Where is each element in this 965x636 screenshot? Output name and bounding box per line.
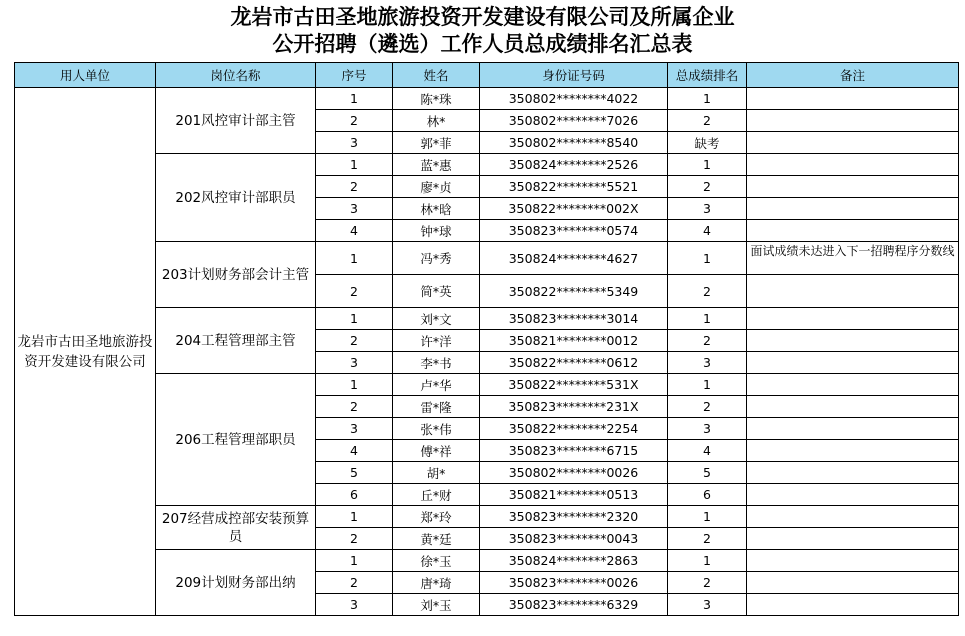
remark-cell <box>747 132 959 154</box>
page-title <box>0 0 965 62</box>
name-cell: 廖*贞 <box>393 176 480 198</box>
name-cell: 冯*秀 <box>393 242 480 275</box>
id-cell: 350802********4022 <box>480 88 668 110</box>
name-cell: 蓝*惠 <box>393 154 480 176</box>
rank-cell: 4 <box>668 220 747 242</box>
remark-cell <box>747 275 959 308</box>
rank-cell: 2 <box>668 528 747 550</box>
id-cell: 350802********7026 <box>480 110 668 132</box>
id-cell: 350822********531X <box>480 374 668 396</box>
name-cell: 许*洋 <box>393 330 480 352</box>
remark-cell <box>747 550 959 572</box>
results-table <box>14 62 959 616</box>
remark-cell <box>747 528 959 550</box>
position-cell: 201风控审计部主管 <box>156 88 316 154</box>
id-cell: 350824********2863 <box>480 550 668 572</box>
name-cell: 钟*球 <box>393 220 480 242</box>
seq-cell: 4 <box>316 440 393 462</box>
rank-cell: 3 <box>668 418 747 440</box>
rank-cell: 6 <box>668 484 747 506</box>
seq-cell: 4 <box>316 220 393 242</box>
seq-cell: 1 <box>316 154 393 176</box>
title-line-1: 龙岩市古田圣地旅游投资开发建设有限公司及所属企业 <box>230 5 735 29</box>
seq-cell: 3 <box>316 352 393 374</box>
remark-cell <box>747 484 959 506</box>
remark-cell <box>747 572 959 594</box>
name-cell: 李*书 <box>393 352 480 374</box>
table-row <box>15 242 959 275</box>
rank-cell: 2 <box>668 275 747 308</box>
header-rank: 总成绩排名 <box>668 63 747 88</box>
rank-cell: 1 <box>668 242 747 275</box>
remark-cell <box>747 308 959 330</box>
id-cell: 350821********0012 <box>480 330 668 352</box>
name-cell: 雷*隆 <box>393 396 480 418</box>
seq-cell: 2 <box>316 110 393 132</box>
rank-cell: 3 <box>668 352 747 374</box>
remark-cell <box>747 352 959 374</box>
remark-cell <box>747 396 959 418</box>
name-cell: 林* <box>393 110 480 132</box>
name-cell: 张*伟 <box>393 418 480 440</box>
id-cell: 350822********5349 <box>480 275 668 308</box>
name-cell: 唐*琦 <box>393 572 480 594</box>
seq-cell: 1 <box>316 88 393 110</box>
seq-cell: 1 <box>316 550 393 572</box>
header-id: 身份证号码 <box>480 63 668 88</box>
rank-cell: 缺考 <box>668 132 747 154</box>
header-name: 姓名 <box>393 63 480 88</box>
id-cell: 350823********0574 <box>480 220 668 242</box>
id-cell: 350823********0043 <box>480 528 668 550</box>
remark-cell <box>747 88 959 110</box>
seq-cell: 2 <box>316 528 393 550</box>
rank-cell: 2 <box>668 572 747 594</box>
table-row <box>15 88 959 110</box>
rank-cell: 3 <box>668 594 747 616</box>
name-cell: 陈*珠 <box>393 88 480 110</box>
seq-cell: 2 <box>316 572 393 594</box>
seq-cell: 1 <box>316 242 393 275</box>
name-cell: 刘*玉 <box>393 594 480 616</box>
rank-cell: 1 <box>668 88 747 110</box>
name-cell: 丘*财 <box>393 484 480 506</box>
seq-cell: 5 <box>316 462 393 484</box>
name-cell: 胡* <box>393 462 480 484</box>
id-cell: 350822********2254 <box>480 418 668 440</box>
header-position: 岗位名称 <box>156 63 316 88</box>
table-body <box>15 88 959 616</box>
table-row <box>15 308 959 330</box>
name-cell: 卢*华 <box>393 374 480 396</box>
table-header-row <box>15 63 959 88</box>
rank-cell: 2 <box>668 176 747 198</box>
remark-cell <box>747 418 959 440</box>
table-row <box>15 154 959 176</box>
name-cell: 郑*玲 <box>393 506 480 528</box>
header-unit: 用人单位 <box>15 63 156 88</box>
rank-cell: 3 <box>668 198 747 220</box>
id-cell: 350822********0612 <box>480 352 668 374</box>
header-remark: 备注 <box>747 63 959 88</box>
seq-cell: 3 <box>316 594 393 616</box>
id-cell: 350823********6715 <box>480 440 668 462</box>
rank-cell: 1 <box>668 506 747 528</box>
seq-cell: 2 <box>316 396 393 418</box>
id-cell: 350802********0026 <box>480 462 668 484</box>
remark-cell <box>747 462 959 484</box>
remark-cell <box>747 154 959 176</box>
id-cell: 350823********2320 <box>480 506 668 528</box>
name-cell: 林*晗 <box>393 198 480 220</box>
position-cell: 209计划财务部出纳 <box>156 550 316 616</box>
table-row <box>15 550 959 572</box>
rank-cell: 1 <box>668 374 747 396</box>
remark-cell <box>747 330 959 352</box>
position-cell: 206工程管理部职员 <box>156 374 316 506</box>
rank-cell: 1 <box>668 308 747 330</box>
position-cell: 207经营成控部安装预算员 <box>156 506 316 550</box>
id-cell: 350823********0026 <box>480 572 668 594</box>
name-cell: 黄*廷 <box>393 528 480 550</box>
remark-cell <box>747 594 959 616</box>
seq-cell: 1 <box>316 374 393 396</box>
title-line-2: 公开招聘（遴选）工作人员总成绩排名汇总表 <box>272 32 693 56</box>
name-cell: 简*英 <box>393 275 480 308</box>
position-cell: 204工程管理部主管 <box>156 308 316 374</box>
rank-cell: 1 <box>668 550 747 572</box>
unit-cell: 龙岩市古田圣地旅游投资开发建设有限公司 <box>15 88 156 616</box>
header-seq: 序号 <box>316 63 393 88</box>
remark-cell: 面试成绩未达进入下一招聘程序分数线 <box>747 242 959 275</box>
id-cell: 350823********6329 <box>480 594 668 616</box>
remark-cell <box>747 506 959 528</box>
remark-cell <box>747 110 959 132</box>
id-cell: 350822********002X <box>480 198 668 220</box>
id-cell: 350823********3014 <box>480 308 668 330</box>
seq-cell: 3 <box>316 418 393 440</box>
remark-cell <box>747 198 959 220</box>
position-cell: 202风控审计部职员 <box>156 154 316 242</box>
name-cell: 傅*祥 <box>393 440 480 462</box>
seq-cell: 2 <box>316 330 393 352</box>
seq-cell: 3 <box>316 198 393 220</box>
seq-cell: 2 <box>316 176 393 198</box>
id-cell: 350822********5521 <box>480 176 668 198</box>
seq-cell: 1 <box>316 308 393 330</box>
seq-cell: 3 <box>316 132 393 154</box>
remark-cell <box>747 176 959 198</box>
id-cell: 350824********2526 <box>480 154 668 176</box>
name-cell: 徐*玉 <box>393 550 480 572</box>
id-cell: 350821********0513 <box>480 484 668 506</box>
position-cell: 203计划财务部会计主管 <box>156 242 316 308</box>
id-cell: 350824********4627 <box>480 242 668 275</box>
remark-cell <box>747 220 959 242</box>
seq-cell: 1 <box>316 506 393 528</box>
seq-cell: 2 <box>316 275 393 308</box>
id-cell: 350802********8540 <box>480 132 668 154</box>
rank-cell: 2 <box>668 396 747 418</box>
table-row <box>15 506 959 528</box>
rank-cell: 2 <box>668 330 747 352</box>
rank-cell: 2 <box>668 110 747 132</box>
rank-cell: 1 <box>668 154 747 176</box>
remark-cell <box>747 374 959 396</box>
id-cell: 350823********231X <box>480 396 668 418</box>
name-cell: 刘*文 <box>393 308 480 330</box>
remark-cell <box>747 440 959 462</box>
seq-cell: 6 <box>316 484 393 506</box>
rank-cell: 4 <box>668 440 747 462</box>
table-row <box>15 374 959 396</box>
name-cell: 郭*菲 <box>393 132 480 154</box>
rank-cell: 5 <box>668 462 747 484</box>
